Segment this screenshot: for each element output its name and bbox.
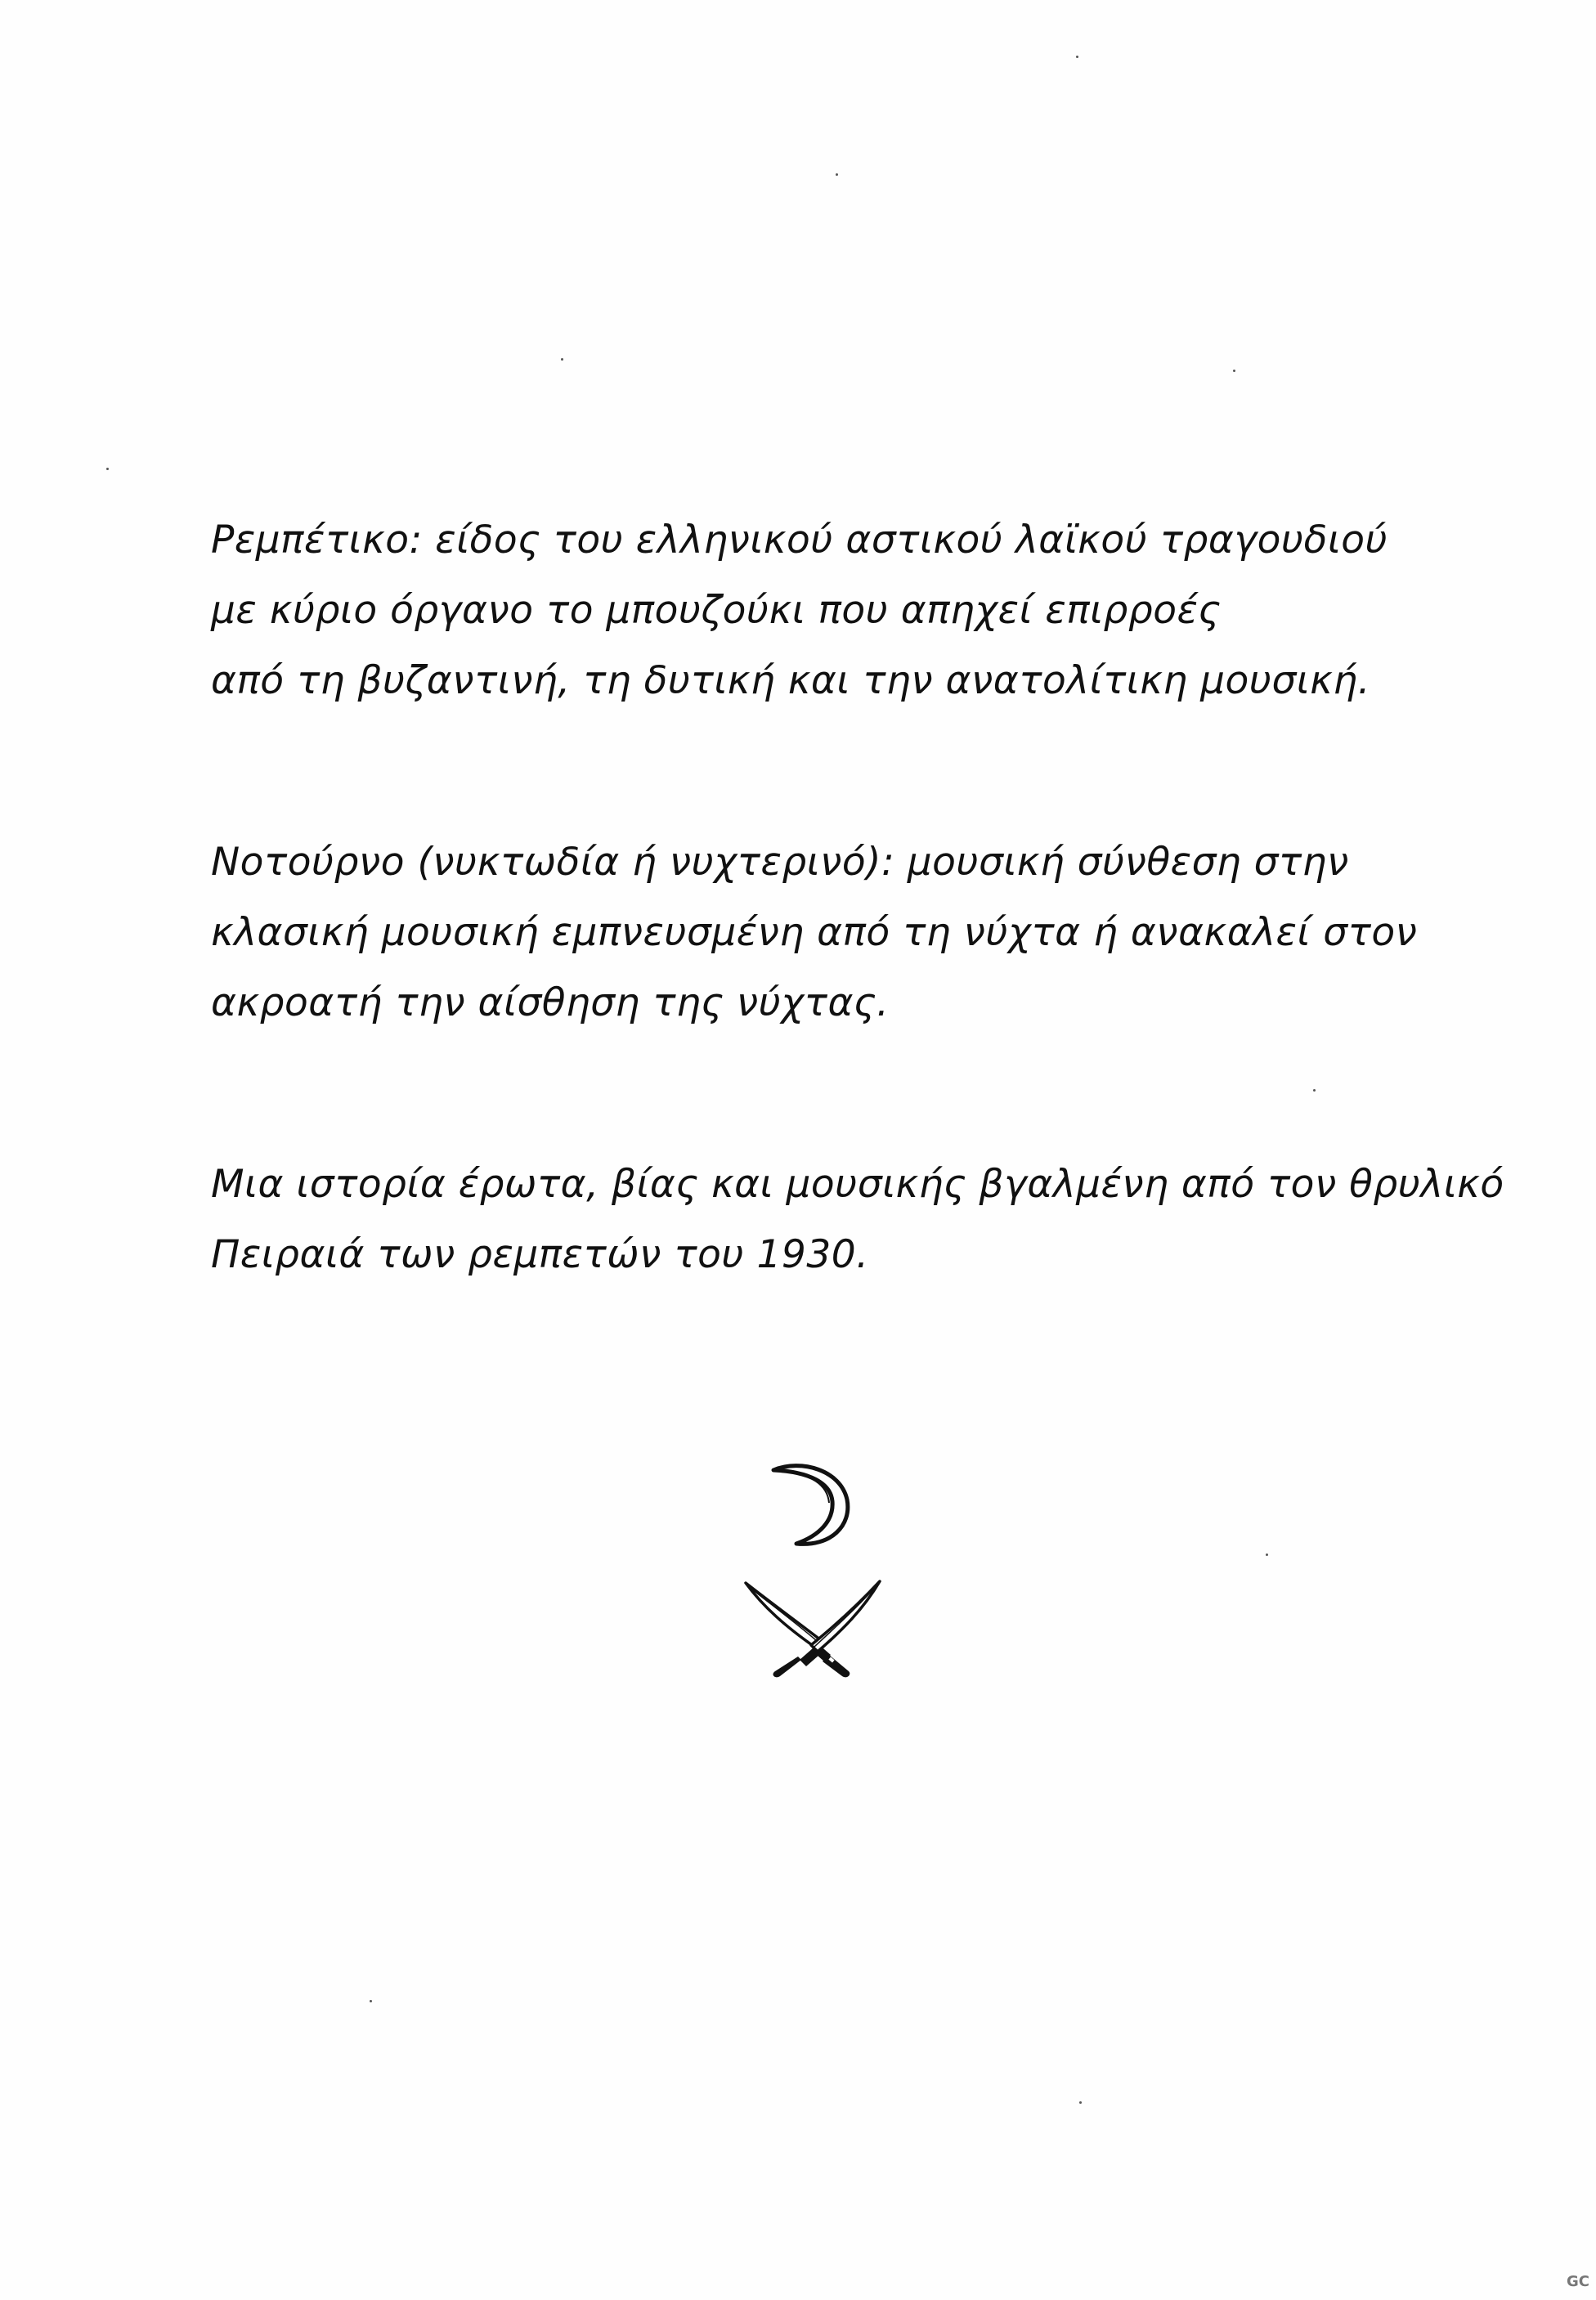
text-line: κλασική μουσική εμπνευσμένη από τη νύχτα ή ανακαλεί στον (211, 910, 1418, 955)
scan-speck (561, 358, 563, 361)
text-line: από τη βυζαντινή, τη δυτική και την ανατολίτικη μουσική. (211, 658, 1371, 703)
scan-speck (1233, 370, 1235, 372)
scan-speck (1266, 1554, 1268, 1556)
text-line: Ρεμπέτικο: είδος του ελληνικού αστικού λαϊκού τραγουδιού (211, 518, 1388, 563)
scan-speck (836, 173, 838, 176)
corner-mark: GC (1567, 2273, 1589, 2290)
crossed-knives-icon (736, 1576, 891, 1683)
scan-speck (1079, 2101, 1082, 2104)
text-line: με κύριο όργανο το μπουζούκι που απηχεί επιρροές (211, 588, 1222, 633)
paragraph-rebetiko-definition (211, 505, 1437, 716)
text-line: ακροατή την αίσθηση της νύχτας. (211, 980, 890, 1025)
text-line: Μια ιστορία έρωτα, βίας και μουσικής βγαλμένη από τον θρυλικό (211, 1162, 1504, 1207)
scan-speck (1313, 1089, 1316, 1092)
paragraph-story-tagline (211, 1150, 1504, 1290)
text-line: Πειραιά των ρεμπετών του 1930. (211, 1232, 869, 1277)
crescent-moon-icon (762, 1455, 860, 1554)
scan-speck (106, 468, 109, 470)
text-line: Νοτούρνο (νυκτωδία ή νυχτερινό): μουσική σύνθεση στην (211, 840, 1349, 885)
scan-speck (1076, 56, 1078, 58)
paragraph-nocturne-definition (211, 827, 1437, 1038)
scan-speck (370, 2000, 372, 2002)
